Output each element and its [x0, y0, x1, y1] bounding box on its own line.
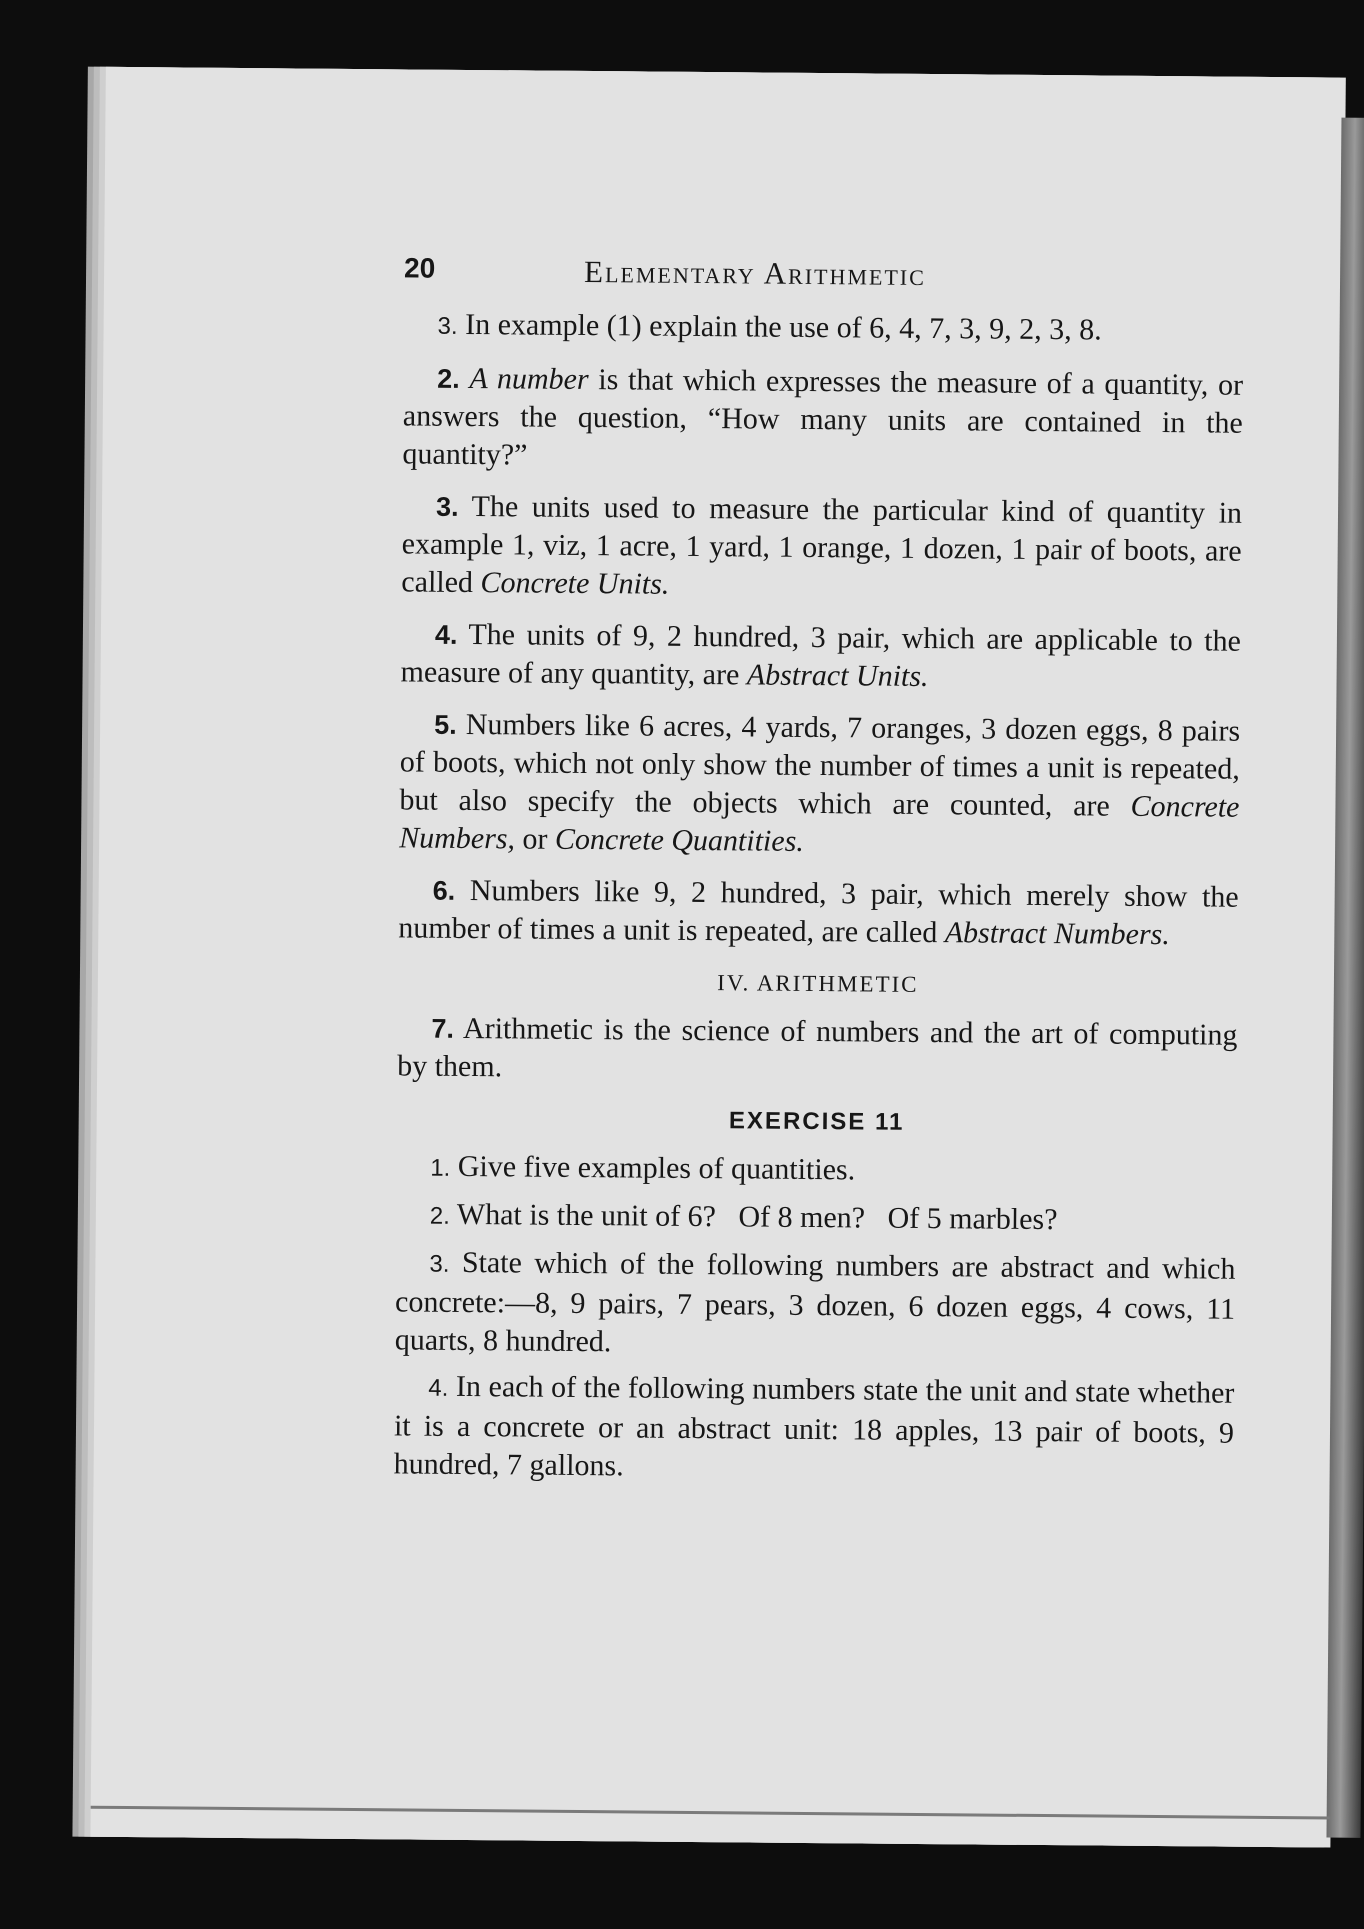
page-edge	[1326, 118, 1364, 1838]
page-content	[393, 249, 1244, 1498]
paragraph-text: Numbers like 9, 2 hundred, 3 pair, which merely show the number of times a unit is repeated, are called	[398, 874, 1239, 950]
exercise-item-number: 2.	[429, 1202, 450, 1230]
paragraph-number: 2.	[437, 363, 460, 394]
paragraph	[400, 615, 1241, 698]
paragraph-number: 4.	[434, 619, 458, 650]
paragraph-text: Numbers like 6 acres, 4 yards, 7 oranges, 3 dozen eggs, 8 pairs of boots, which not only show the number of times a unit is repeated, but also specify the objects which are counted, are	[399, 707, 1241, 823]
exercise-item-text: State which of the following numbers are abstract and which concrete:—8, 9 pairs, 7 pears, 3 dozen, 6 dozen eggs, 4 cows, 11 quarts, 8 hundred.	[394, 1245, 1236, 1359]
exercise-item	[395, 1243, 1236, 1366]
exercise-item-text: In each of the following numbers state the unit and state whether it is a concrete or an abstract unit: 18 apples, 13 pair of boots, 9 hundred, 7 gallons.	[393, 1369, 1235, 1483]
italic-term: Abstract Numbers.	[944, 916, 1170, 952]
exercise-item-text: What is the unit of 6? Of 8 men? Of 5 marbles?	[456, 1197, 1058, 1237]
paragraph-number: 3.	[435, 491, 459, 522]
paragraph	[403, 305, 1243, 352]
italic-term: Abstract Units.	[746, 658, 929, 693]
paragraph-number: 3.	[437, 312, 458, 340]
paragraph	[401, 487, 1242, 608]
exercise-item	[396, 1195, 1236, 1242]
paragraph-number: 6.	[432, 875, 456, 906]
page-number: 20	[403, 252, 436, 284]
italic-term: Concrete Units.	[480, 566, 670, 601]
exercise-item	[396, 1147, 1236, 1194]
paragraph	[398, 871, 1239, 954]
bottom-rule	[91, 1806, 1331, 1820]
exercise-item-number: 1.	[430, 1154, 451, 1182]
paragraph-number: 5.	[434, 709, 457, 740]
paragraph-text: or	[514, 822, 556, 856]
section-heading: IV. ARITHMETIC	[717, 970, 919, 997]
running-title: Elementary Arithmetic	[583, 253, 927, 292]
page-header	[404, 249, 1244, 312]
exercise-item-text: Give five examples of quantities.	[457, 1149, 856, 1187]
paragraph-text: In example (1) explain the use of 6, 4, 7, 3, 9, 2, 3, 8.	[465, 307, 1102, 347]
exercise-title: EXERCISE 11	[728, 1107, 905, 1136]
italic-term: Concrete Quantities.	[554, 822, 804, 858]
paragraph-number: 7.	[431, 1013, 455, 1044]
paragraph	[397, 1009, 1238, 1092]
paragraph-text: The units used to measure the particular kind of quantity in example 1, viz, 1 acre, 1 yard, 1 orange, 1 dozen, 1 pair of boots, are called	[401, 490, 1243, 600]
paragraph-text: Arithmetic is the science of numbers and the art of computing by them.	[397, 1011, 1238, 1084]
exercise-item-number: 4.	[428, 1374, 449, 1402]
book-page	[90, 67, 1345, 1848]
exercise-item-number: 3.	[429, 1250, 450, 1278]
italic-term: A number	[469, 361, 589, 397]
exercise-item	[394, 1367, 1235, 1490]
italic-term: Concrete Numbers,	[399, 789, 1240, 856]
paragraph	[399, 705, 1240, 864]
paragraph-text: The units of 9, 2 hundred, 3 pair, which are applicable to the measure of any quantity, are	[400, 617, 1242, 692]
paragraph	[402, 359, 1243, 480]
paragraph-text: is that which expresses the measure of a quantity, or answers the question, “How many units are contained in the quantity?”	[402, 363, 1244, 472]
